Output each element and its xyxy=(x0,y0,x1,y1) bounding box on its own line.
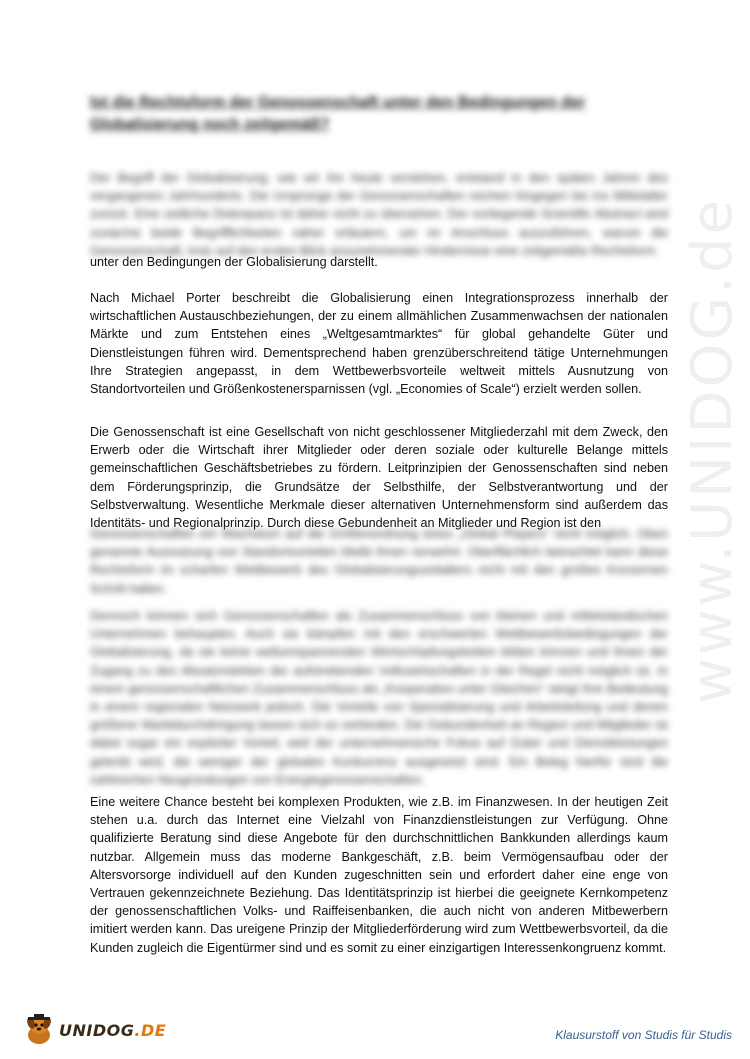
paragraph-genossenschaft: Die Genossenschaft ist eine Gesellschaft von nicht geschlossener Mitgliederzahl mit dem Zweck, den Erwerb oder die Wirtschaft ihrer Mitglieder oder deren soziale oder kulturelle Belange mittels gemeinschaftlichen Geschäftsbetriebes zu fördern. Leitprinzipien der Genossenschaften sind neben dem Förderungsprinzip, die Grundsätze der Selbsthilfe, der Selbstverantwortung und der Selbstverwaltung. Wesentliche Merkmale dieser alternativen Unternehmensform sind außerdem das Identitäts- und Regionalprinzip. Durch diese Gebundenheit an Mitglieder und Region ist den xyxy=(90,425,668,531)
paragraph-intro-last-line: unter den Bedingungen der Globalisierung darstellt. xyxy=(90,255,378,269)
paragraph-globalisierung: Nach Michael Porter beschreibt die Globalisierung einen Integrationsprozess innerhalb der wirtschaftlichen Austauschbeziehungen, der zu einem allmählichen Zusammenwachsen der nationalen Märkte und zum Entstehen eines „Weltgesamtmarktes“ für global gehandelte Güter und Dienstleistungen führen wird. Dementsprechend haben grenzüberschreitend tätige Unternehmungen Ihre Strategien angepasst, in dem Wettbewerbsvorteile weltweit mittels Ausnutzung von Standortvorteilen und Größenkostenersparnissen (vgl. „Economies of Scale“) erzielt werden sollen. xyxy=(90,291,668,397)
watermark xyxy=(662,150,750,750)
dog-mascot-icon xyxy=(22,1013,56,1047)
paragraph-intro-blurred: Der Begriff der Globalisierung, wie wir ihn heute verstehen, entstand in den späten Jahren des vergangenen Jahrhunderts. Die Ursprünge der Genossenschaften reichen hingegen bis ins Mittelalter zurück. Eine zeitliche Diskrepanz ist daher nicht zu übersehen. Der vorliegende Scientific Abstract wird zunächst beide Begrifflichkeiten näher erläutern, um im Anschluss auszuführen, warum die Genossenschaft, trotz auf den ersten Blick anzunehmender Hindernisse eine zeitgemäße Rechtsform xyxy=(90,171,668,258)
paragraph-genossenschaft-blurred: Genossenschaften ein Wachstum auf die Größenordnung eines „Global Players“ nicht möglich. Oben genannte Ausnutzung von Standortvorteilen bleibt ihnen verwehrt. Oberflächlich betrachtet kann diese Rechtsform im scharfen Wettbewerb des Globalisierungszeitalters nicht mit den großen Konzernen Schritt halten. xyxy=(90,527,668,596)
paragraph-finanzwesen: Eine weitere Chance besteht bei komplexen Produkten, wie z.B. im Finanzwesen. In der heutigen Zeit stehen u.a. durch das Internet eine Vielzahl von Finanzdienstleistungen zur Verfügung. Ohne qualifizierte Beratung sind diese Angebote für den durchschnittlichen Bankkunden allerdings kaum nutzbar. Allgemein muss das moderne Bankgeschäft, z.B. beim Vermögensaufbau oder der Altersvorsorge individuell auf den Kunden zugeschnitten sein und erfordert daher eine enge von Vertrauen gekennzeichnete Beziehung. Das Identitätsprinzip ist hierbei die geeignete Kernkompetenz der genossenschaftlichen Volks- und Raiffeisenbanken, die auch nicht von anderen Mitbewerbern imitiert werden kann. Das ureigene Prinzip der Mitgliederförderung wird zum Wettbewerbsvorteil, da die Kunden zugleich die Eigentürmer sind und es somit zu einer einzigartigen Interessenkongruenz kommt. xyxy=(90,795,668,955)
document-title: Ist die Rechtsform der Genossenschaft unter den Bedingungen der Globalisierung noch zeitgemäß? xyxy=(90,94,586,133)
logo-text xyxy=(59,1021,166,1040)
paragraph-dennoch-blurred: Dennoch können sich Genossenschaften als Zusammenschluss von kleinen und mittelständischen Unternehmen behaupten. Auch sie kämpfen mit den erschwerten Wettbewerbsbedingungen der Globalisierung, da sie keine weltumspannenden Wertschöpfungsketten bilden können und ihnen der Zugang zu den Absatzmärkten der aufstrebenden Volkswirtschaften in der Regel nicht möglich ist. In einem genossenschaftlichen Zusammenschluss als „Kooperation unter Gleichen“ steigt ihre Bedeutung in einem regionalen Netzwerk jedoch. Die Vorteile von Spezialisierung und Arbeitsteilung und denen größerer Marktdurchdringung lassen sich so verbinden. Die Gebundenheit an Region und Mitglieder ist dabei sogar ein expliziter Vorteil, weil der unternehmerische Fokus auf Güter und Dienstleistungen gelenkt wird, die weniger der globalen Konkurrenz ausgesetzt sind. Ein Beleg hierfür sind die zahlreichen Neugründungen von Energiegenossenschaften. xyxy=(90,609,668,787)
logo-text-main: UNIDOG xyxy=(59,1020,135,1040)
unidog-logo[interactable] xyxy=(22,1013,166,1047)
logo-text-tld: .DE xyxy=(134,1020,167,1040)
footer-slogan: Klausurstoff von Studis für Studis xyxy=(555,1028,732,1042)
watermark-text: www.UNIDOG.de xyxy=(679,196,745,704)
